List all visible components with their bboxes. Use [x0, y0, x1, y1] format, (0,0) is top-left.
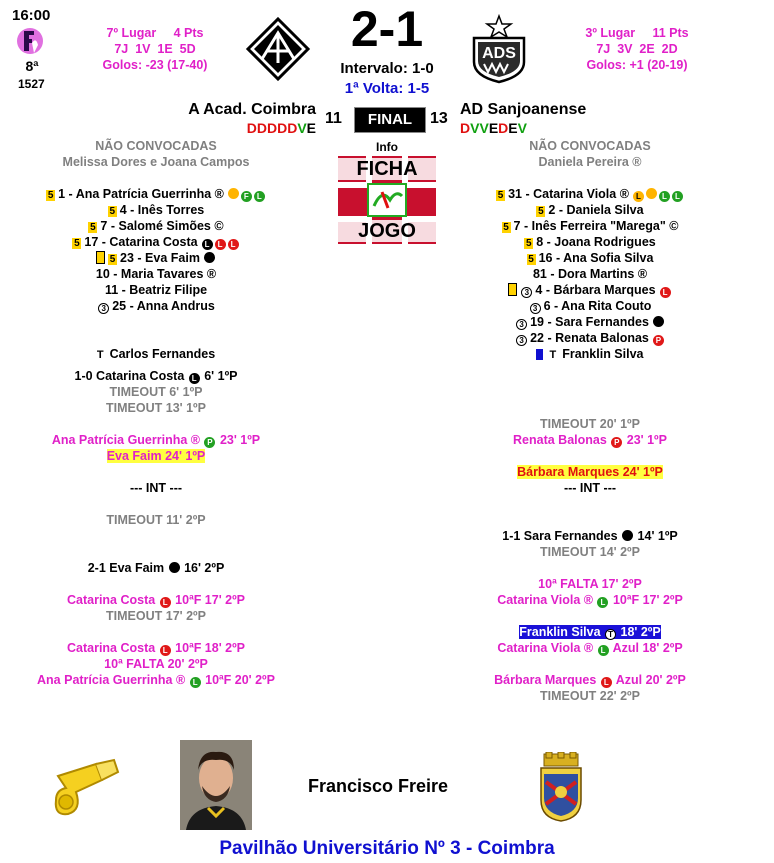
roster-player [440, 330, 740, 346]
event-segment: Ana Patrícia Guerrinha ® [37, 673, 189, 687]
event-text[interactable] [497, 593, 683, 607]
event-segment: 10ª FALTA 20' 2ºP [104, 657, 208, 671]
away-standing-rank: 3º Lugar 11 Pts [585, 26, 689, 40]
player-name[interactable]: 6 - Ana Rita Couto [543, 299, 652, 313]
form-result: V [479, 120, 489, 136]
event-row [440, 672, 740, 688]
event-text[interactable] [517, 465, 663, 479]
home-standing-record: 7J 1V 1E 5D [114, 42, 196, 56]
event-segment: 1-1 Sara Fernandes [502, 529, 622, 543]
roster-player [440, 266, 740, 282]
player-name[interactable]: 19 - Sara Fernandes [530, 315, 649, 329]
home-not-called-title: NÃO CONVOCADAS [95, 139, 217, 153]
number-circle-icon: 3 [530, 303, 541, 314]
stat-icon: F [241, 191, 252, 202]
player-name[interactable]: 17 - Catarina Costa [84, 235, 198, 249]
event-segment: 10ªF 18' 2ºP [171, 641, 246, 655]
event-text[interactable] [67, 641, 245, 655]
event-row [440, 416, 740, 432]
event-segment: Eva Faim 24' 1ºP [106, 449, 206, 463]
event-text[interactable] [106, 513, 205, 527]
event-text[interactable] [130, 481, 182, 495]
stat-icon: L [228, 239, 239, 250]
event-segment: 10ªF 17' 2ºP [609, 593, 683, 607]
roster-player [0, 202, 336, 218]
player-name[interactable]: 4 - Inês Torres [119, 203, 205, 217]
player-name[interactable]: 7 - Inês Ferreira "Marega" © [513, 219, 679, 233]
event-segment: Azul 20' 2ºP [612, 673, 686, 687]
roster-player [440, 202, 740, 218]
event-segment: --- INT --- [129, 481, 183, 495]
away-standing-goals: Golos: +1 (20-19) [586, 58, 688, 72]
event-text[interactable] [106, 401, 206, 415]
event-segment: TIMEOUT 20' 1ºP [540, 417, 640, 431]
roster-player [0, 250, 336, 266]
away-coach [440, 346, 740, 362]
home-form [247, 120, 316, 136]
shirt-count-badge: 5 [525, 238, 532, 249]
event-row [0, 640, 336, 656]
event-segment: 18' 2ºP [617, 625, 661, 639]
yellow-card-icon [96, 251, 105, 264]
away-not-called-names: Daniela Pereira ® [538, 155, 642, 169]
shirt-count-badge: 5 [109, 254, 116, 265]
first-leg-score: 1ª Volta: 1-5 [344, 80, 430, 97]
venue-link[interactable]: Pavilhão Universitário Nº 3 - Coimbra [219, 838, 555, 859]
event-icon: L [160, 597, 171, 608]
event-icon: P [204, 437, 215, 448]
event-segment: --- INT --- [563, 481, 617, 495]
event-icon: L [601, 677, 612, 688]
stat-icon: L [672, 191, 683, 202]
event-segment: TIMEOUT 17' 2ºP [106, 609, 206, 623]
ficha-jogo-button[interactable] [336, 154, 438, 246]
event-row [0, 592, 336, 608]
roster-player [0, 266, 336, 282]
form-result: D [277, 120, 288, 136]
event-segment: Catarina Viola ® [497, 593, 597, 607]
event-segment: Bárbara Marques [494, 673, 600, 687]
roster-player [440, 234, 740, 250]
roster-player [440, 250, 740, 266]
event-segment: TIMEOUT 22' 2ºP [540, 689, 640, 703]
player-name[interactable]: 10 - Maria Tavares ® [95, 267, 217, 281]
player-name[interactable]: 22 - Renata Balonas [530, 331, 649, 345]
event-text[interactable] [519, 625, 660, 639]
event-row [440, 480, 740, 496]
home-standing-rank: 7º Lugar 4 Pts [106, 26, 204, 40]
event-segment: 10ªF 17' 2ºP [171, 593, 246, 607]
roster-player [440, 218, 740, 234]
event-text[interactable] [494, 673, 686, 687]
event-segment: Catarina Costa [66, 593, 159, 607]
player-name[interactable]: 25 - Anna Andrus [112, 299, 215, 313]
event-row [0, 656, 336, 672]
event-segment: Ana Patrícia Guerrinha ® [51, 433, 204, 447]
event-text[interactable] [88, 561, 225, 575]
event-row [440, 432, 740, 448]
event-segment: Bárbara Marques 24' 1ºP [517, 465, 663, 479]
event-text[interactable] [538, 577, 642, 591]
player-name[interactable]: 31 - Catarina Viola ® [508, 187, 629, 201]
event-icon: L [190, 677, 201, 688]
event-segment: 10ªF 20' 2ºP [201, 673, 275, 687]
referee-avatar [180, 740, 252, 830]
referee-name[interactable]: Francisco Freire [308, 776, 449, 796]
away-team-number: 13 [430, 110, 448, 127]
event-row [0, 512, 336, 528]
roster-player [0, 186, 336, 202]
roster-player [0, 234, 336, 250]
event-row [0, 432, 336, 448]
halftime-score: Intervalo: 1-0 [340, 60, 434, 77]
roster-player [440, 282, 740, 298]
event-icon [169, 562, 180, 573]
event-row [440, 640, 740, 656]
event-row [0, 672, 336, 688]
form-result: D [266, 120, 278, 136]
event-row [440, 528, 740, 544]
stat-icon: L [215, 239, 226, 250]
player-name[interactable]: 16 - Ana Sofia Silva [538, 251, 654, 265]
event-row [440, 688, 740, 704]
event-text[interactable] [540, 417, 640, 431]
home-team-logo[interactable] [245, 16, 311, 82]
event-text[interactable] [564, 481, 616, 495]
roster-player [440, 298, 740, 314]
number-circle-icon: 3 [521, 287, 532, 298]
away-coach-name[interactable]: Franklin Silva [562, 347, 644, 361]
stat-icon: L [660, 287, 671, 298]
stat-icon [204, 252, 215, 263]
home-coach [0, 346, 336, 362]
competition-icon [16, 27, 44, 55]
event-text[interactable] [37, 673, 275, 687]
event-icon: T [605, 629, 616, 640]
roster-player [0, 218, 336, 234]
event-text[interactable] [106, 609, 206, 623]
event-segment: 16' 2ºP [180, 561, 225, 575]
home-not-called-names: Melissa Dores e Joana Campos [62, 155, 250, 169]
event-text[interactable] [75, 369, 238, 383]
player-name[interactable]: 23 - Eva Faim [120, 251, 200, 265]
player-name[interactable]: 7 - Salomé Simões © [100, 219, 224, 233]
event-icon: L [189, 373, 200, 384]
away-team-name[interactable]: AD Sanjoanense [460, 101, 587, 118]
form-result: E [488, 120, 499, 136]
event-segment: 23' 1ºP [216, 433, 261, 447]
svg-text:ADS: ADS [482, 45, 516, 62]
form-result: V [470, 120, 480, 136]
status-badge: FINAL [355, 108, 425, 132]
roster-player [440, 186, 740, 202]
event-segment: 6' 1ºP [200, 369, 238, 383]
coach-t-icon: T [96, 349, 104, 361]
form-result: E [508, 120, 518, 136]
shirt-count-badge: 5 [528, 254, 534, 265]
shirt-count-badge: 5 [497, 190, 504, 201]
stat-icon [653, 316, 664, 327]
stat-icon [228, 188, 239, 199]
event-segment: TIMEOUT 14' 2ºP [540, 545, 640, 559]
number-circle-icon: 3 [516, 335, 527, 346]
event-segment: 10ª FALTA 17' 2ºP [538, 577, 642, 591]
event-text[interactable] [497, 641, 682, 655]
event-row [440, 464, 740, 480]
home-standing [70, 25, 240, 73]
player-name[interactable]: 4 - Bárbara Marques [535, 283, 656, 297]
player-name[interactable]: 8 - Joana Rodrigues [536, 235, 656, 249]
shirt-count-badge: 5 [74, 238, 80, 249]
form-result: D [287, 120, 298, 136]
event-text[interactable] [110, 385, 203, 399]
roster-player [0, 282, 336, 298]
event-segment: TIMEOUT 13' 1ºP [106, 401, 206, 415]
event-row [440, 576, 740, 592]
shirt-count-badge: 5 [90, 222, 96, 233]
match-time: 16:00 [12, 7, 51, 24]
event-text[interactable] [104, 657, 208, 671]
jogo-label: JOGO [358, 220, 416, 242]
stat-icon [646, 188, 657, 199]
away-team-logo[interactable] [470, 14, 528, 84]
round-label: 8ª [25, 58, 39, 74]
event-row [0, 448, 336, 464]
final-score: 2-1 [350, 1, 424, 57]
form-result: V [297, 120, 307, 136]
event-segment: Catarina Costa [66, 641, 159, 655]
form-result: E [306, 120, 316, 136]
form-result: V [517, 120, 527, 136]
form-result: D [460, 120, 471, 136]
stat-icon: L [202, 239, 213, 250]
coach-t-icon: T [549, 349, 557, 361]
player-name[interactable]: 1 - Ana Patrícia Guerrinha ® [58, 187, 224, 201]
form-result: D [498, 120, 509, 136]
away-roster [440, 186, 740, 346]
event-row [440, 624, 740, 640]
player-name[interactable]: 2 - Daniela Silva [548, 203, 644, 217]
home-not-called [0, 138, 336, 170]
event-row [0, 400, 336, 416]
shirt-count-badge: 5 [109, 206, 116, 217]
event-text[interactable] [540, 545, 640, 559]
stat-icon: L [254, 191, 265, 202]
event-segment: Renata Balonas [513, 433, 611, 447]
event-text[interactable] [540, 689, 640, 703]
event-icon: L [597, 597, 608, 608]
away-standing-record: 7J 3V 2E 2D [596, 42, 678, 56]
event-segment: Franklin Silva [519, 625, 605, 639]
event-segment: Azul 18' 2ºP [609, 641, 683, 655]
shirt-count-badge: 5 [538, 206, 544, 217]
event-text[interactable] [52, 433, 260, 447]
form-result: D [256, 120, 267, 136]
event-text[interactable] [513, 433, 667, 447]
blue-card-icon [536, 349, 543, 360]
event-segment: 23' 1ºP [623, 433, 667, 447]
whistle-icon [52, 758, 124, 818]
number-circle-icon: 3 [98, 303, 109, 314]
home-team-number: 11 [325, 110, 342, 127]
roster-player [440, 314, 740, 330]
roster-player [0, 298, 336, 314]
event-row [0, 608, 336, 624]
number-circle-icon: 3 [516, 319, 527, 330]
home-roster [0, 186, 336, 314]
event-icon: L [598, 645, 609, 656]
event-segment: 1-0 Catarina Costa [74, 369, 188, 383]
away-standing [542, 25, 732, 73]
event-segment: TIMEOUT 6' 1ºP [109, 385, 203, 399]
event-segment: Catarina Viola ® [497, 641, 597, 655]
event-row [0, 384, 336, 400]
game-number: 1527 [18, 77, 45, 91]
shirt-count-badge: 5 [503, 222, 509, 233]
event-icon [622, 530, 633, 541]
stat-icon: L [633, 191, 644, 202]
yellow-card-icon [508, 283, 517, 296]
home-team-name[interactable]: A Acad. Coimbra [188, 101, 316, 118]
shirt-count-badge: 5 [47, 190, 54, 201]
event-icon: P [611, 437, 622, 448]
city-crest-icon [538, 752, 584, 822]
event-segment: 2-1 Eva Faim [87, 561, 168, 575]
ficha-label: FICHA [356, 158, 418, 180]
event-row [440, 544, 740, 560]
away-form [460, 120, 527, 136]
event-text[interactable] [67, 593, 245, 607]
event-text[interactable] [502, 529, 678, 543]
form-result: D [246, 120, 257, 136]
away-not-called [440, 138, 740, 170]
home-standing-goals: Golos: -23 (17-40) [102, 58, 208, 72]
event-row [0, 368, 336, 384]
event-row [0, 480, 336, 496]
away-not-called-title: NÃO CONVOCADAS [529, 139, 651, 153]
event-segment: TIMEOUT 11' 2ºP [106, 513, 206, 527]
event-row [0, 560, 336, 576]
stat-icon: P [653, 335, 664, 346]
player-name[interactable]: 11 - Beatriz Filipe [104, 283, 208, 297]
info-link[interactable]: Info [376, 140, 398, 154]
stat-icon: L [659, 191, 670, 202]
event-text[interactable] [107, 449, 206, 463]
home-coach-name[interactable]: Carlos Fernandes [109, 347, 216, 361]
event-row [440, 592, 740, 608]
player-name[interactable]: 81 - Dora Martins ® [532, 267, 648, 281]
event-icon: L [160, 645, 171, 656]
event-segment: 14' 1ºP [634, 529, 678, 543]
